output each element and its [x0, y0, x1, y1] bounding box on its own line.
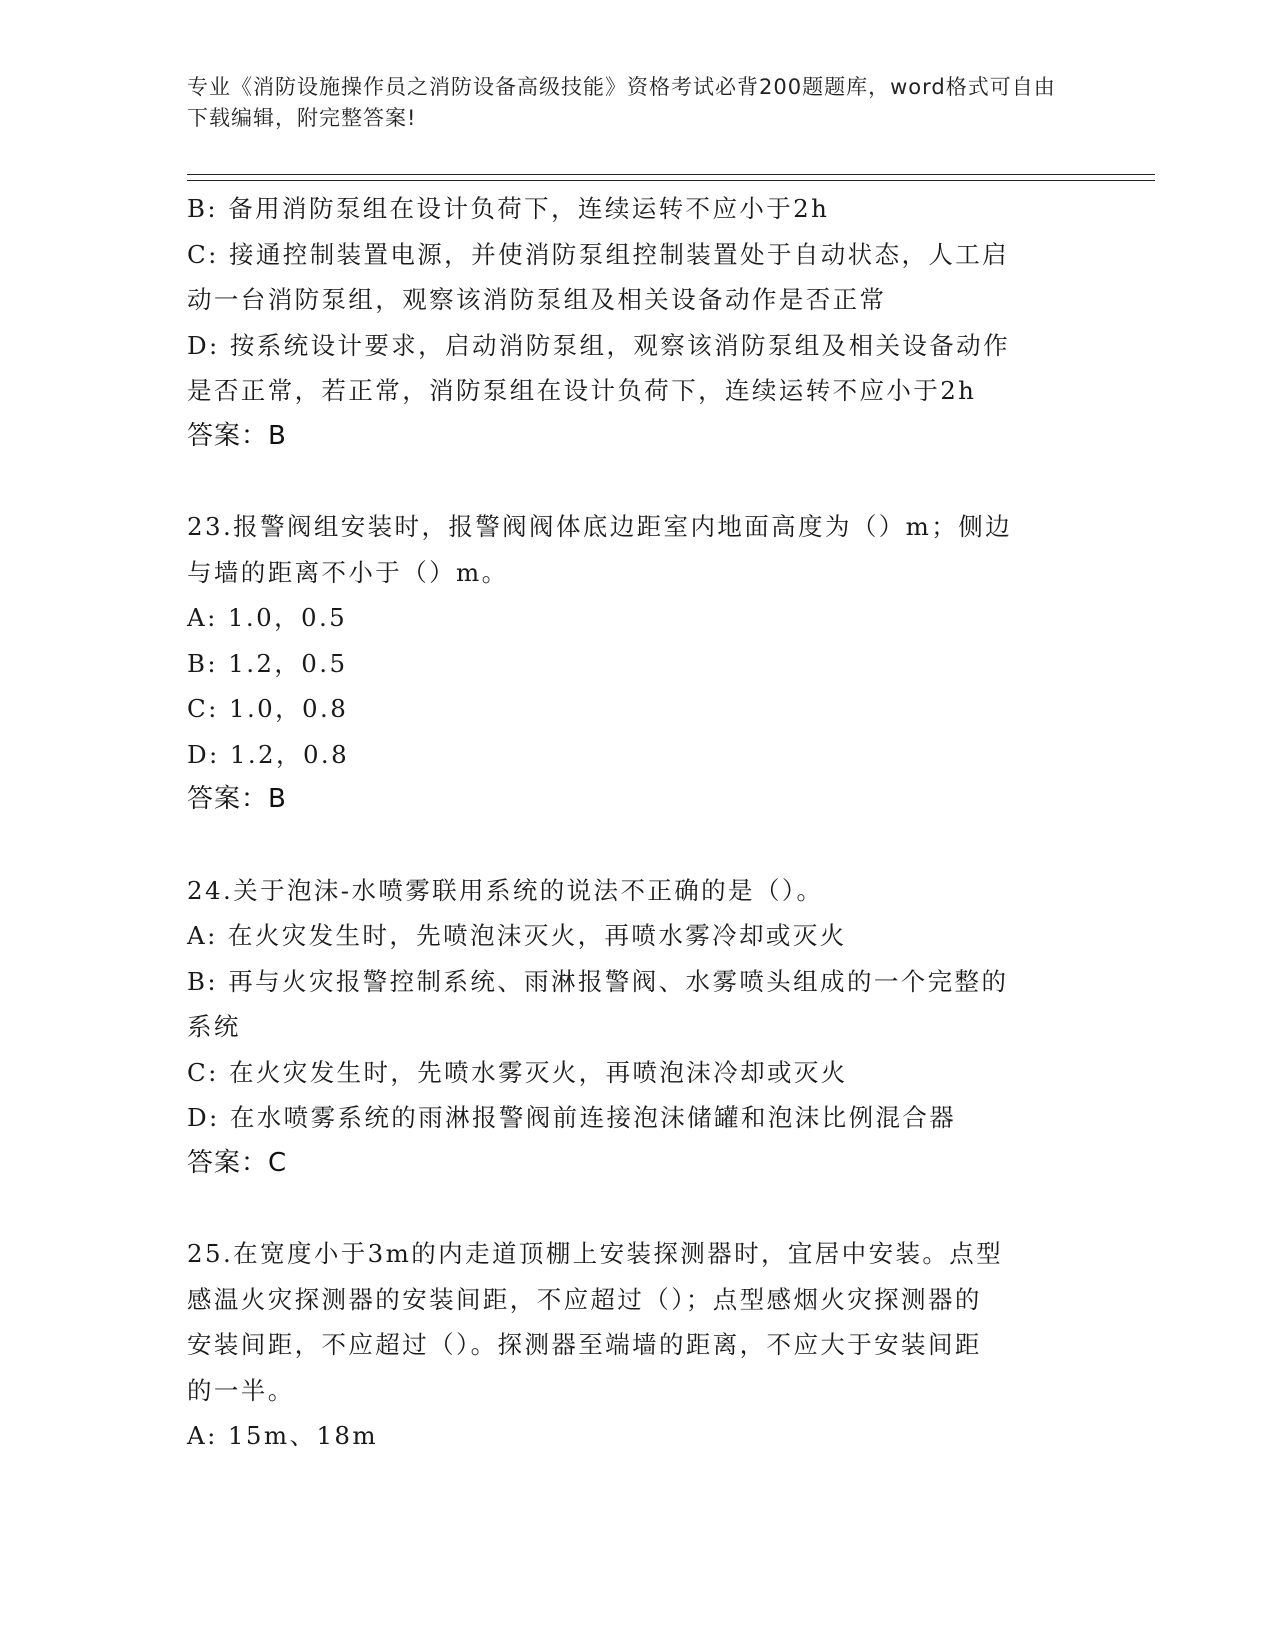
- answer: 答案：B: [187, 420, 287, 451]
- option-d: D: 1.2，0.8: [187, 739, 350, 769]
- question-stem-line-1: 24.关于泡沫-水喷雾联用系统的说法不正确的是（）。: [187, 875, 824, 905]
- option-d: D: 在水喷雾系统的雨淋报警阀前连接泡沫储罐和泡沫比例混合器: [187, 1103, 957, 1132]
- question-stem-line-2: 与墙的距离不小于（）m。: [187, 557, 509, 587]
- question-block-23: [187, 504, 1077, 823]
- spacer: [187, 459, 1077, 504]
- option-b-line-1: B: 再与火灾报警控制系统、雨淋报警阀、水雾喷头组成的一个完整的: [187, 966, 1009, 996]
- option-b-line-2: 系统: [187, 1012, 241, 1041]
- option-b: B: 备用消防泵组在设计负荷下，连续运转不应小于2h: [187, 194, 830, 223]
- header-text: 专业《消防设施操作员之消防设备高级技能》资格考试必背200题题库，word格式可自由下载编辑，附完整答案!: [187, 75, 1056, 130]
- header-rule-bottom: [187, 180, 1155, 181]
- option-b: B: 1.2，0.5: [187, 648, 348, 678]
- answer: 答案：C: [187, 1147, 288, 1178]
- option-c-line-2: 动一台消防泵组，观察该消防泵组及相关设备动作是否正常: [187, 285, 887, 314]
- option-a: A: 15m、18m: [187, 1421, 379, 1450]
- document-header: [187, 72, 1067, 134]
- question-block-25: [187, 1231, 1077, 1459]
- option-a: A: 在火灾发生时，先喷泡沫灭火，再喷水雾冷却或灭火: [187, 921, 847, 950]
- question-block-24: [187, 868, 1077, 1187]
- question-stem-line-2: 感温火灾探测器的安装间距，不应超过（）；点型感烟火灾探测器的: [187, 1284, 982, 1314]
- spacer: [187, 1186, 1077, 1231]
- option-d-line-2: 是否正常，若正常，消防泵组在设计负荷下，连续运转不应小于2h: [187, 376, 977, 405]
- option-d-line-1: D: 按系统设计要求，启动消防泵组，观察该消防泵组及相关设备动作: [187, 330, 1010, 360]
- header-rule-top: [187, 174, 1155, 175]
- option-c-line-1: C: 接通控制装置电源，并使消防泵组控制装置处于自动状态，人工启: [187, 239, 1010, 269]
- question-block-22: [187, 186, 1077, 459]
- option-c: C: 在火灾发生时，先喷水雾灭火，再喷泡沫冷却或灭火: [187, 1057, 848, 1087]
- answer: 答案：B: [187, 784, 287, 814]
- question-stem-line-4: 的一半。: [187, 1375, 295, 1405]
- document-body: [187, 186, 1077, 1459]
- option-a: A: 1.0，0.5: [187, 603, 348, 632]
- spacer: [187, 823, 1077, 868]
- option-c: C: 1.0，0.8: [187, 694, 349, 723]
- question-stem-line-1: 23.报警阀组安装时，报警阀阀体底边距室内地面高度为（）m；侧边: [187, 512, 1012, 541]
- question-stem-line-1: 25.在宽度小于3m的内走道顶棚上安装探测器时，宜居中安装。点型: [187, 1239, 1004, 1268]
- question-stem-line-3: 安装间距，不应超过（）。探测器至端墙的距离，不应大于安装间距: [187, 1330, 982, 1359]
